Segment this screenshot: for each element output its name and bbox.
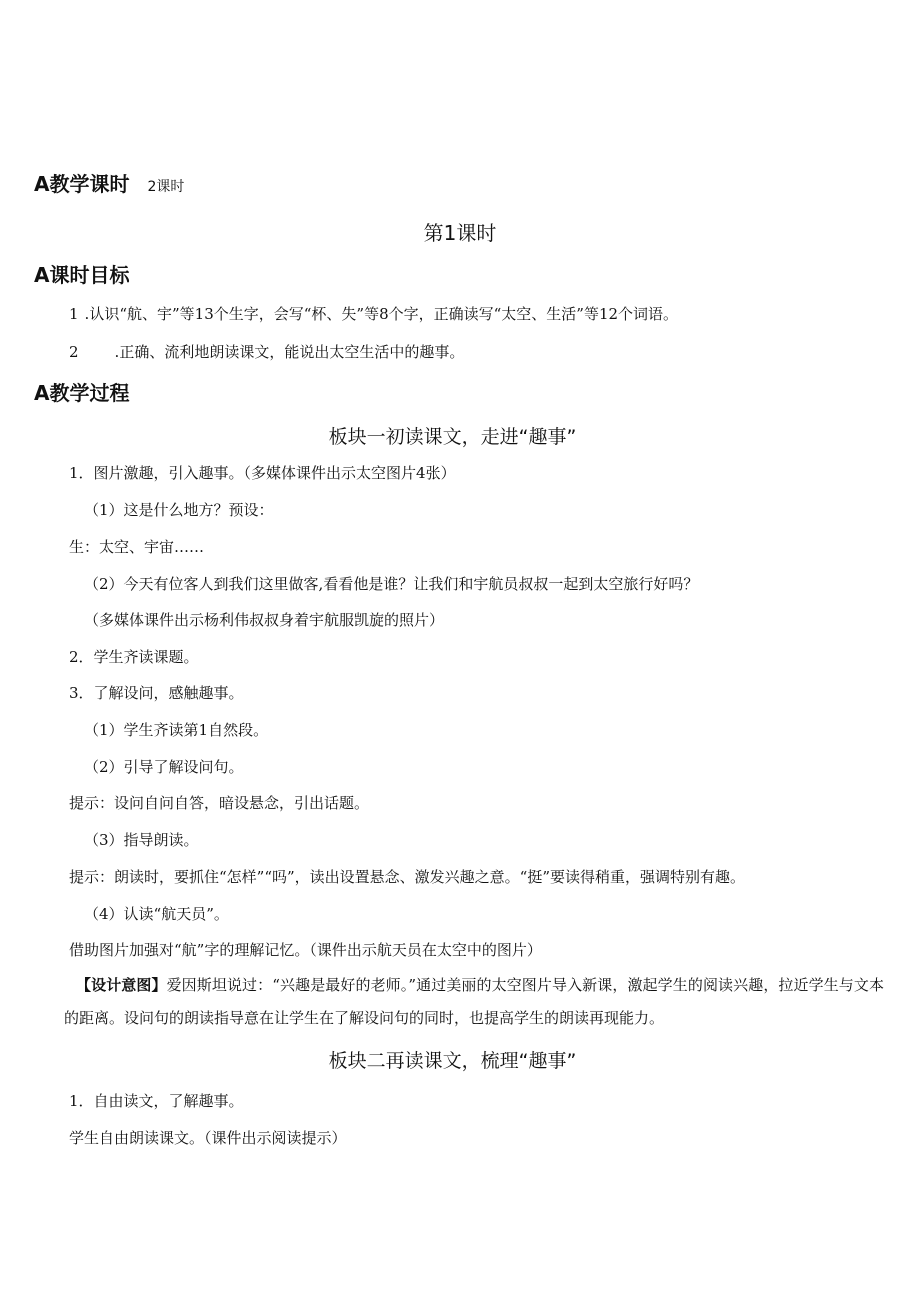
- objective-text: .正确、流利地朗读课文，能说出太空生活中的趣事。: [114, 343, 465, 361]
- objective-number: 1: [69, 305, 79, 323]
- objective-item: [69, 342, 464, 362]
- objectives-heading: A课时目标: [34, 263, 130, 287]
- block1-line: 提示：朗读时，要抓住“怎样”“吗”，读出设置悬念、激发兴趣之意。“挺”要读得稍重，强调特别有趣。: [69, 868, 746, 886]
- block2-line: 学生自由朗读课文。（课件出示阅读提示）: [69, 1129, 347, 1147]
- block1-line: 生：太空、宇宙……: [69, 538, 205, 556]
- block1-line: 1．图片激趣，引入趣事。（多媒体课件出示太空图片4张）: [69, 464, 456, 482]
- design-intent-label: 【设计意图】: [76, 976, 167, 994]
- lesson-hours-value: 2课时: [147, 179, 185, 195]
- objective-item: [69, 304, 678, 324]
- block1-line: 提示：设问自问自答，暗设悬念，引出话题。: [69, 794, 370, 812]
- objective-number: 2: [69, 343, 79, 361]
- block1-line: （多媒体课件出示杨利伟叔叔身着宇航服凯旋的照片）: [84, 611, 445, 629]
- block2-title: 板块二再读课文，梳理“趣事”: [328, 1050, 577, 1072]
- period-title: 第1课时: [423, 221, 497, 245]
- block1-title: 板块一初读课文，走进“趣事”: [328, 426, 577, 448]
- block1-line: 借助图片加强对“航”字的理解记忆。（课件出示航天员在太空中的图片）: [69, 941, 542, 959]
- block1-line: （2）引导了解设问句。: [84, 758, 244, 776]
- design-intent-paragraph: [64, 969, 884, 1035]
- block1-line: （2）今天有位客人到我们这里做客,看看他是谁？让我们和宇航员叔叔一起到太空旅行好吗？: [84, 575, 699, 593]
- process-heading: A教学过程: [34, 381, 130, 405]
- block2-line: 1．自由读文，了解趣事。: [69, 1092, 244, 1110]
- block1-line: （4）认读“航天员”。: [84, 905, 229, 923]
- lesson-hours-label: A教学课时: [34, 172, 130, 196]
- objective-text: .认识“航、宇”等13个生字，会写“杯、失”等8个字，正确读写“太空、生活”等12个词语。: [84, 305, 679, 323]
- block1-line: 2．学生齐读课题。: [69, 648, 199, 666]
- block1-line: 3．了解设问，感触趣事。: [69, 684, 244, 702]
- block1-line: （1）学生齐读第1自然段。: [84, 721, 269, 739]
- design-intent-text: 爱因斯坦说过：“兴趣是最好的老师。”通过美丽的太空图片导入新课，激起学生的阅读兴趣，拉近学生与文本的距离。设问句的朗读指导意在让学生在了解设问句的同时，也提高学生的朗读再现能力。: [64, 976, 884, 1027]
- lesson-hours-heading: [34, 171, 184, 200]
- block1-line: （1）这是什么地方？预设：: [84, 501, 274, 519]
- block1-line: （3）指导朗读。: [84, 831, 199, 849]
